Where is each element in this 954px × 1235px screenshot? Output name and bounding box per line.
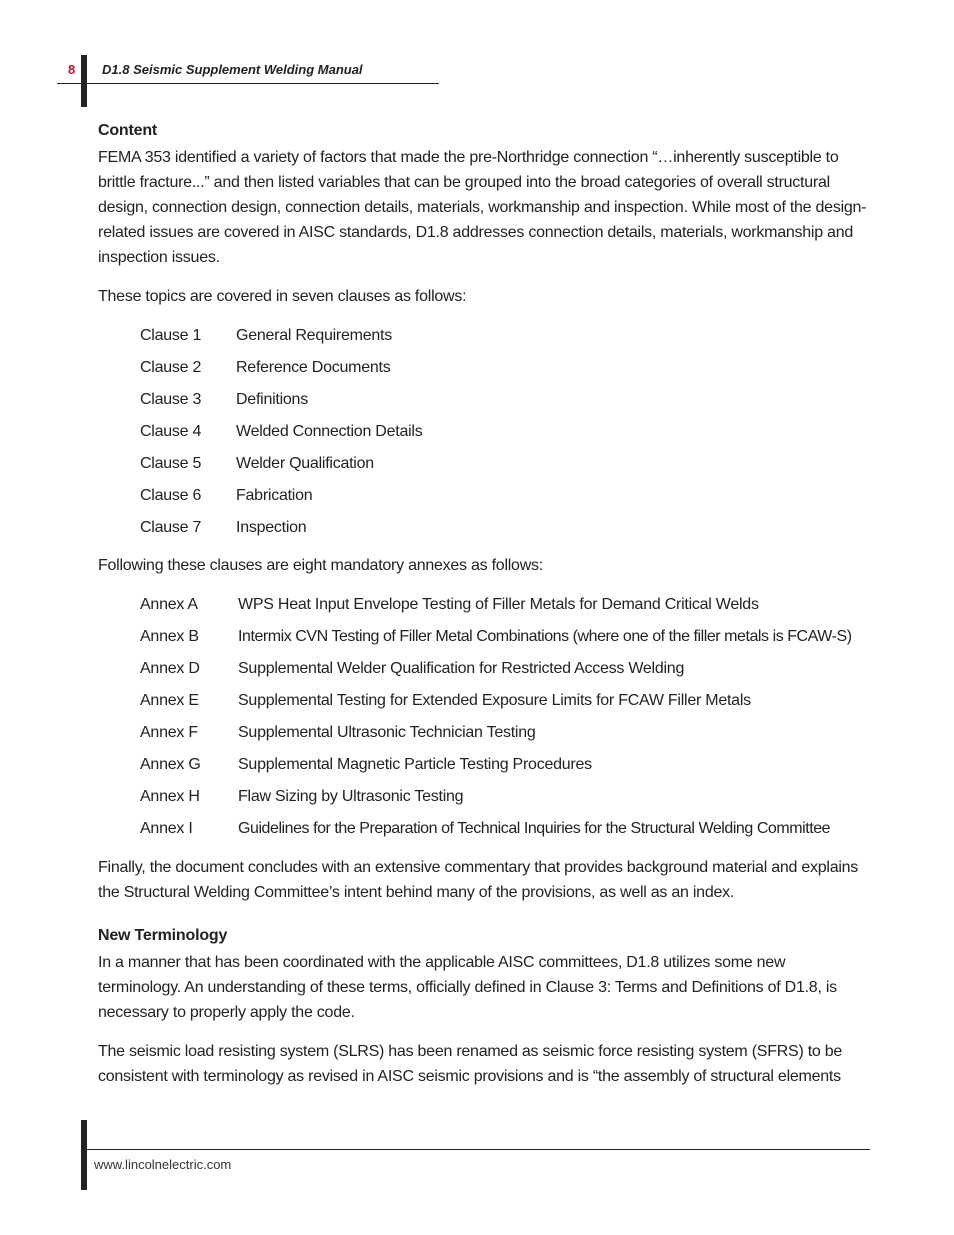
clause-number: Clause 1 <box>140 327 202 344</box>
clause-title: General Requirements <box>236 327 392 344</box>
annex-letter: Annex F <box>140 724 198 741</box>
clause-number: Clause 6 <box>140 487 202 504</box>
list-item <box>140 786 870 818</box>
annex-list <box>140 594 870 850</box>
annex-letter: Annex D <box>140 660 200 677</box>
list-item <box>140 389 870 421</box>
list-item <box>140 453 870 485</box>
list-item <box>140 818 870 850</box>
list-item <box>140 690 870 722</box>
content-paragraph-4: Finally, the document concludes with an extensive commentary that provides background material and explains the Structural Welding Committee’s intent behind many of the provisions, as well as an index. <box>98 859 859 901</box>
footer-rule-vertical <box>81 1120 87 1190</box>
list-item <box>140 658 870 690</box>
annex-letter: Annex I <box>140 820 193 837</box>
clause-title: Inspection <box>236 519 307 536</box>
manual-title: D1.8 Seismic Supplement Welding Manual <box>102 62 363 77</box>
content-paragraph-2: These topics are covered in seven clauses as follows: <box>98 288 467 305</box>
clause-number: Clause 5 <box>140 455 202 472</box>
clause-number: Clause 7 <box>140 519 202 536</box>
content-paragraph-3: Following these clauses are eight mandatory annexes as follows: <box>98 557 543 574</box>
annex-title: Supplemental Magnetic Particle Testing Procedures <box>238 756 592 773</box>
content-paragraph-1: FEMA 353 identified a variety of factors that made the pre-Northridge connection “…inherently susceptible to brittle fracture...” and then listed variables that can be grouped into the broad categories of overall structural design, connection design, connection details, materials, workmanship and inspection. While most of the design-related issues are covered in AISC standards, D1.8 addresses connection details, materials, workmanship and inspection issues. <box>98 149 867 266</box>
header-rule-horizontal <box>57 83 439 84</box>
annex-letter: Annex A <box>140 596 198 613</box>
annex-title: Supplemental Testing for Extended Exposure Limits for FCAW Filler Metals <box>238 692 751 709</box>
terminology-paragraph-2: The seismic load resisting system (SLRS) has been renamed as seismic force resisting system (SFRS) to be consistent with terminology as revised in AISC seismic provisions and is “the assembly of structural elements <box>98 1043 843 1085</box>
annex-title: Supplemental Welder Qualification for Restricted Access Welding <box>238 660 685 677</box>
clause-title: Welded Connection Details <box>236 423 423 440</box>
list-item <box>140 357 870 389</box>
clause-number: Clause 4 <box>140 423 202 440</box>
clause-title: Reference Documents <box>236 359 391 376</box>
annex-title: Guidelines for the Preparation of Technical Inquiries for the Structural Welding Committee <box>238 820 831 837</box>
annex-title: Supplemental Ultrasonic Technician Testing <box>238 724 536 741</box>
clause-list <box>140 325 870 549</box>
annex-letter: Annex E <box>140 692 199 709</box>
content-heading: Content <box>98 122 158 139</box>
list-item <box>140 485 870 517</box>
list-item <box>140 754 870 786</box>
list-item <box>140 421 870 453</box>
annex-title: Flaw Sizing by Ultrasonic Testing <box>238 788 464 805</box>
list-item <box>140 722 870 754</box>
annex-title: WPS Heat Input Envelope Testing of Filler Metals for Demand Critical Welds <box>238 596 759 613</box>
terminology-paragraph-1: In a manner that has been coordinated with the applicable AISC committees, D1.8 utilizes some new terminology. An understanding of these terms, officially defined in Clause 3: Terms and Definitions of D1.8, is necessary to properly apply the code. <box>98 954 837 1021</box>
list-item <box>140 325 870 357</box>
footer-url: www.lincolnelectric.com <box>94 1157 232 1172</box>
clause-number: Clause 2 <box>140 359 202 376</box>
annex-letter: Annex G <box>140 756 201 773</box>
terminology-heading: New Terminology <box>98 927 228 944</box>
clause-title: Fabrication <box>236 487 313 504</box>
annex-letter: Annex H <box>140 788 200 805</box>
clause-number: Clause 3 <box>140 391 202 408</box>
list-item <box>140 626 870 658</box>
header-rule-vertical <box>81 55 87 107</box>
annex-title: Intermix CVN Testing of Filler Metal Combinations (where one of the filler metals is FCAW-S) <box>238 628 852 645</box>
clause-title: Welder Qualification <box>236 455 374 472</box>
footer-rule-horizontal <box>87 1149 870 1150</box>
list-item <box>140 517 870 549</box>
clause-title: Definitions <box>236 391 308 408</box>
annex-letter: Annex B <box>140 628 199 645</box>
list-item <box>140 594 870 626</box>
page-number: 8 <box>68 62 76 77</box>
